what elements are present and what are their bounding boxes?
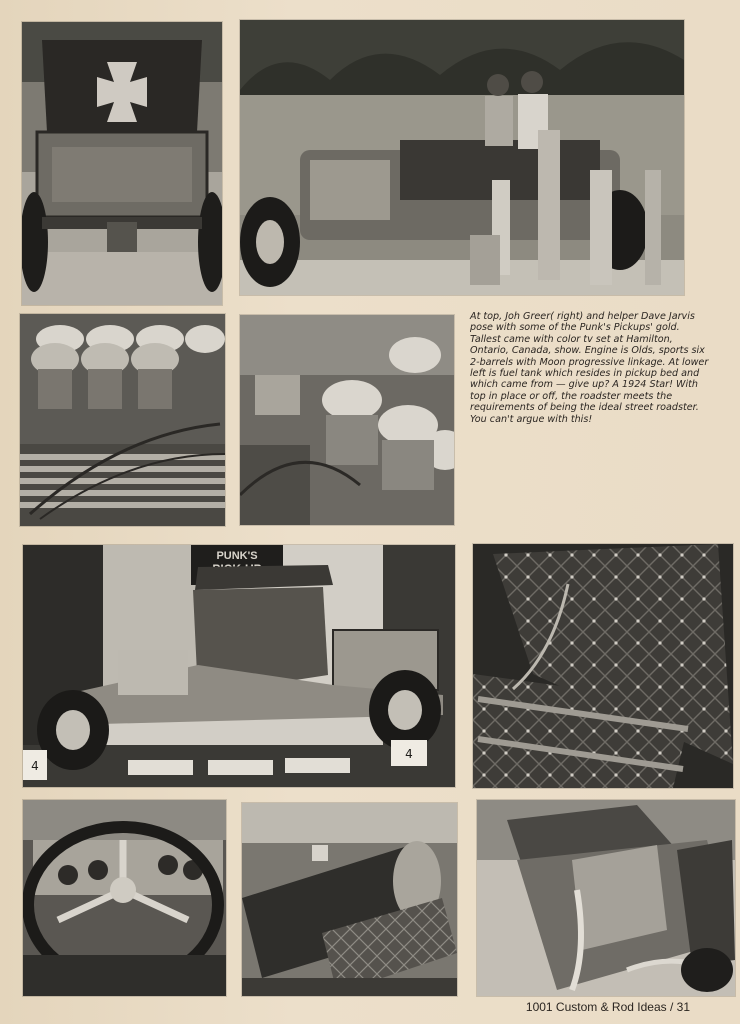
photo-engine-carburetors-left xyxy=(20,314,225,526)
photo-roadster-side xyxy=(477,800,735,996)
photo-steering-wheel-dash xyxy=(23,800,226,996)
photo-pickup-rear xyxy=(22,22,222,305)
page-footer: 1001 Custom & Rod Ideas / 31 xyxy=(525,1000,690,1014)
number-card-left: 4 xyxy=(31,759,39,773)
photo-engine-carburetors-right xyxy=(240,315,454,525)
photo-show-display xyxy=(23,545,455,787)
photo-fuel-tank xyxy=(242,803,457,996)
photo-owners-with-trophies xyxy=(240,20,684,295)
number-card-right: 4 xyxy=(405,747,413,761)
photo-caption: At top, Joh Greer( right) and helper Dave Jarvis pose with some of the Punk's Pickups' gold. Tallest came with color tv set at Hamilton, Ontario, Canada, show. Engine is Olds, sports six 2-barrels with Moon progressive linkage. At lower left is fuel tank which resides in pickup bed and which came from — give up? A 1924 Star! With top in place or off, the roadster meets the requirements of being the ideal street roadster. You can't argue with this! xyxy=(470,311,709,425)
photo-tufted-upholstery xyxy=(473,544,733,788)
show-sign-line1: PUNK'S xyxy=(216,550,258,562)
